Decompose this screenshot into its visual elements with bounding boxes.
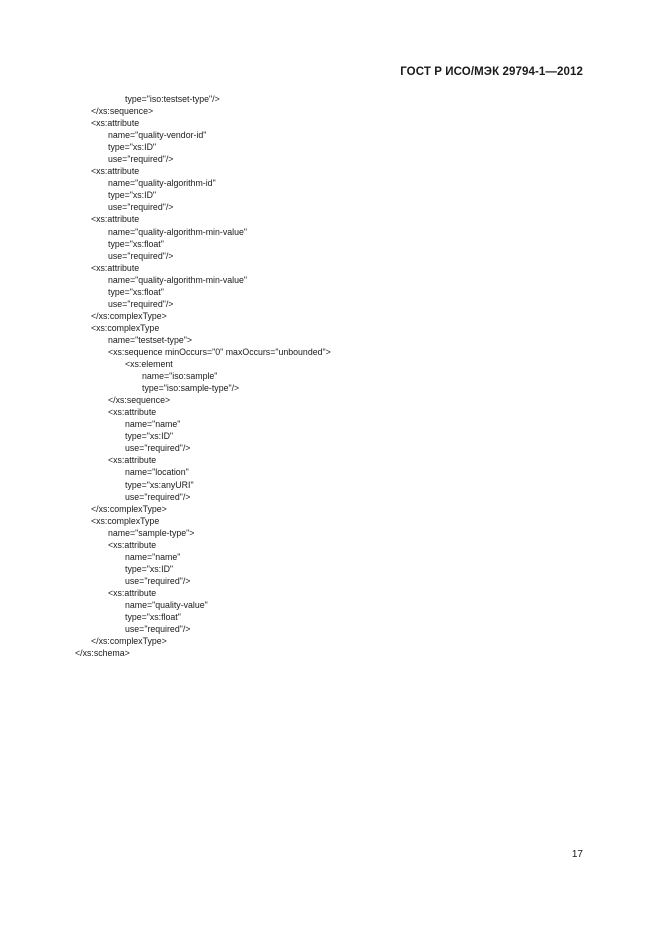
code-line: type="xs:float" — [125, 612, 181, 623]
code-line: </xs:sequence> — [108, 395, 171, 406]
code-line: <xs:attribute — [108, 455, 157, 466]
code-line: <xs:element — [125, 359, 173, 370]
code-line: </xs:complexType> — [91, 636, 167, 647]
code-line: <xs:attribute — [108, 587, 157, 598]
code-line: type="iso:testset-type"/> — [125, 94, 220, 104]
code-line: name="quality-algorithm-min-value" — [108, 226, 247, 237]
code-line: type="xs:float" — [108, 286, 164, 297]
code-line: type="xs:ID" — [108, 142, 157, 153]
code-line: </xs:schema> — [75, 648, 130, 659]
xml-schema-listing — [75, 93, 331, 659]
code-line: use="required"/> — [108, 202, 174, 213]
code-line: name="testset-type"> — [108, 334, 192, 345]
code-line: type="xs:ID" — [125, 563, 174, 574]
code-line: name="quality-vendor-id" — [108, 130, 207, 141]
code-line: use="required"/> — [108, 298, 174, 309]
code-line: name="quality-value" — [125, 599, 208, 610]
code-line: <xs:attribute — [91, 118, 140, 129]
code-line: <xs:attribute — [108, 407, 157, 418]
code-line: use="required"/> — [125, 575, 191, 586]
code-line: </xs:sequence> — [91, 106, 154, 117]
code-line: use="required"/> — [108, 250, 174, 261]
code-line: <xs:complexType — [91, 515, 160, 526]
code-line: type="xs:ID" — [125, 431, 174, 442]
code-line: <xs:attribute — [91, 262, 140, 273]
code-line: use="required"/> — [125, 624, 191, 635]
code-line: use="required"/> — [125, 491, 191, 502]
code-line: <xs:complexType — [91, 322, 160, 333]
code-line: name="name" — [125, 551, 181, 562]
code-line: name="location" — [125, 467, 189, 478]
page-number: 17 — [571, 849, 583, 860]
code-line: type="iso:sample-type"/> — [142, 383, 240, 394]
code-line: </xs:complexType> — [91, 503, 167, 514]
code-line: </xs:complexType> — [91, 310, 167, 321]
code-line: <xs:sequence minOccurs="0" maxOccurs="unbounded"> — [108, 346, 331, 357]
code-line: use="required"/> — [125, 443, 191, 454]
code-line: <xs:attribute — [108, 539, 157, 550]
code-line: name="sample-type"> — [108, 527, 195, 538]
code-line: <xs:attribute — [91, 214, 140, 225]
code-line: use="required"/> — [108, 154, 174, 165]
standard-header: ГОСТ Р ИСО/МЭК 29794-1—2012 — [400, 66, 583, 78]
code-line: name="iso:sample" — [142, 371, 218, 382]
code-line: type="xs:anyURI" — [125, 479, 194, 490]
code-line: type="xs:float" — [108, 238, 164, 249]
code-line: name="quality-algorithm-min-value" — [108, 274, 247, 285]
code-line: name="name" — [125, 419, 181, 430]
code-line: name="quality-algorithm-id" — [108, 178, 216, 189]
code-line: type="xs:ID" — [108, 190, 157, 201]
code-line: <xs:attribute — [91, 166, 140, 177]
